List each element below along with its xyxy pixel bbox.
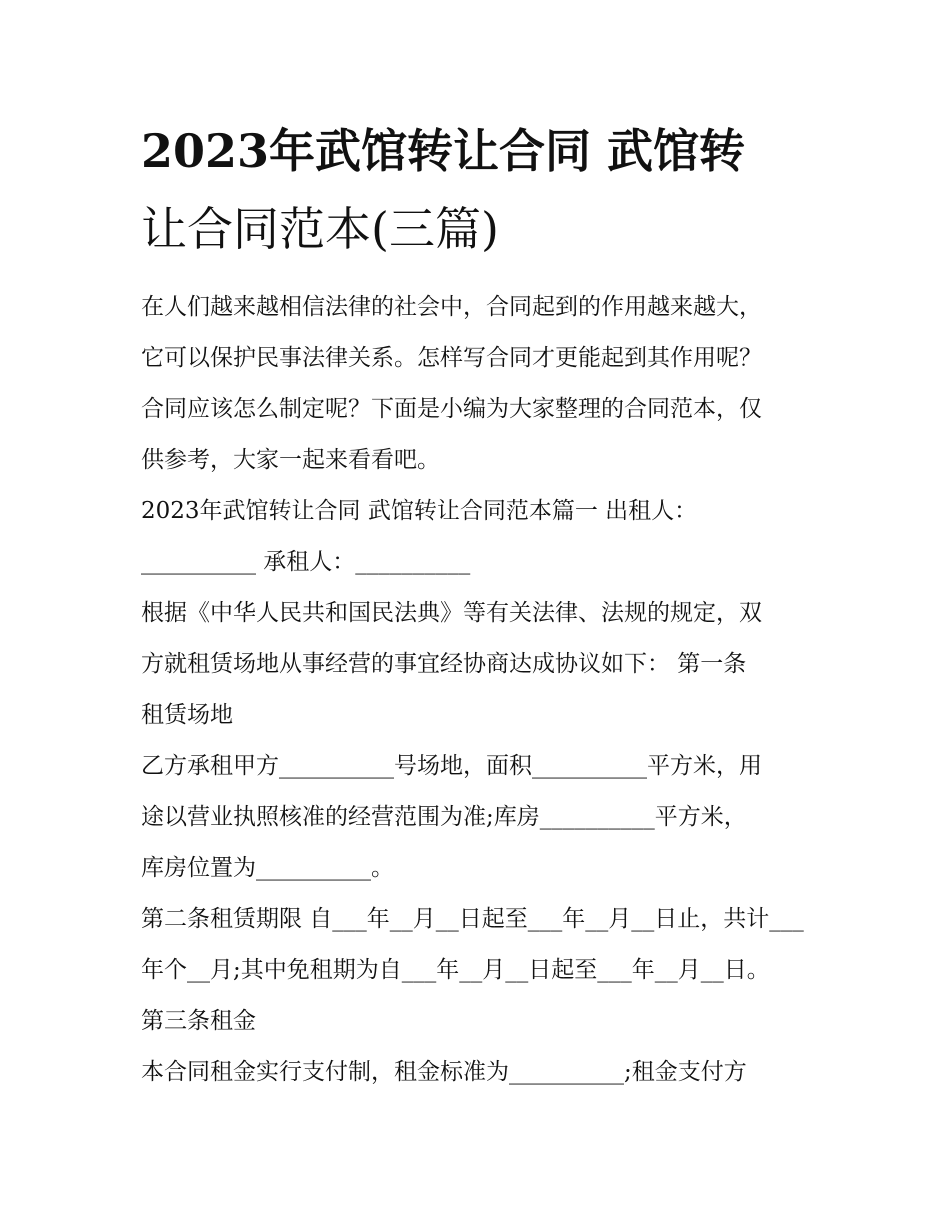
body-line: 方就租赁场地从事经营的事宜经协商达成协议如下： 第一条 <box>141 651 747 677</box>
body-line: 第三条租金 <box>141 1008 256 1034</box>
body-line: 它可以保护民事法律关系。怎样写合同才更能起到其作用呢？ <box>141 345 762 371</box>
document-page <box>141 112 821 1098</box>
body-line: 第二条租赁期限 自___年__月__日起至___年__月__日止，共计___ <box>141 906 804 932</box>
body-line: 乙方承租甲方__________号场地，面积__________平方米，用 <box>141 753 762 779</box>
body-line: 合同应该怎么制定呢？下面是小编为大家整理的合同范本，仅 <box>141 396 762 422</box>
document-body <box>141 282 821 1098</box>
document-title <box>141 112 821 268</box>
body-line: 本合同租金实行支付制，租金标准为__________;租金支付方 <box>141 1059 747 1085</box>
body-line: __________ 承租人：__________ <box>141 549 471 575</box>
body-line: 供参考，大家一起来看看吧。 <box>141 447 440 473</box>
body-line: 年个__月;其中免租期为自___年__月__日起至___年__月__日。 <box>141 957 770 983</box>
body-line: 租赁场地 <box>141 702 233 728</box>
body-line: 在人们越来越相信法律的社会中，合同起到的作用越来越大， <box>141 294 762 320</box>
body-line: 根据《中华人民共和国民法典》等有关法律、法规的规定，双 <box>141 600 762 626</box>
title-line-2: 让合同范本(三篇) <box>141 202 499 256</box>
section-heading-line: 2023年武馆转让合同 武馆转让合同范本篇一 出租人： <box>141 498 698 524</box>
title-line-1: 2023年武馆转让合同 武馆转 <box>141 124 746 178</box>
body-line: 库房位置为__________。 <box>141 855 394 881</box>
body-line: 途以营业执照核准的经营范围为准;库房__________平方米， <box>141 804 747 830</box>
